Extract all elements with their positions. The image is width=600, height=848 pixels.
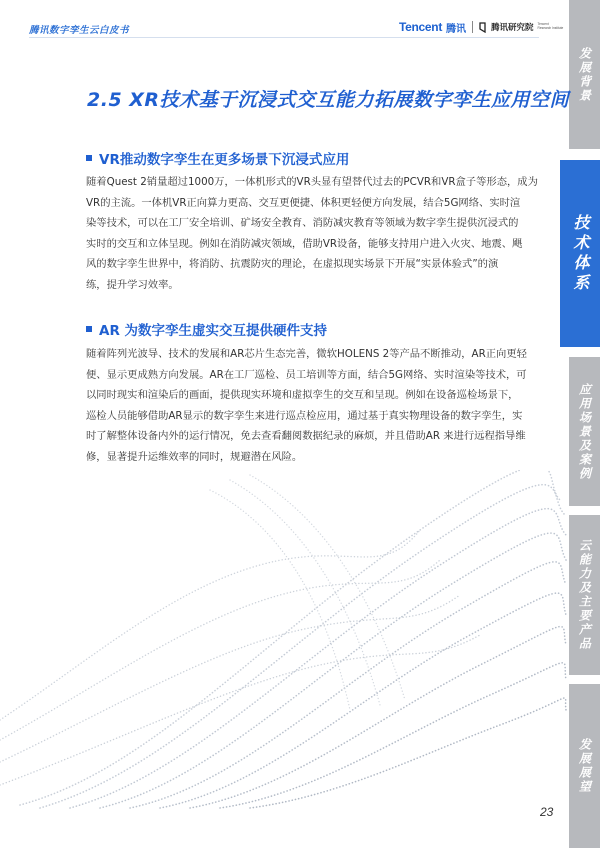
- paragraph-line: 巡检人员能够借助AR显示的数字孪生来进行巡点检应用，通过基于真实物理设备的数字孪生，实: [86, 409, 523, 422]
- chapter-sidebar: [569, 0, 600, 848]
- paragraph-line: VR的主流。一体机VR正向算力更高、交互更便捷、体积更轻便方向发展，结合5G网络、实时渲: [86, 196, 521, 209]
- paragraph-line: 练，提升学习效率。: [86, 278, 179, 291]
- dotted-wave-decoration: [0, 470, 569, 810]
- paragraph-line: 实时的交互和立体呈现。例如在消防减灾领域，借助VR设备，能够支持用户进入火灾、地震、飓: [86, 237, 523, 250]
- paragraph-ar: [86, 344, 526, 468]
- logo-institute: 腾讯研究院: [491, 23, 534, 33]
- tab-application-cases[interactable]: 应用场景及案例: [569, 357, 600, 506]
- paragraph-line: 时了解整体设备内外的运行情况，免去查看翻阅数据纪录的麻烦，并且借助AR 来进行远程指导维: [86, 430, 526, 443]
- page-number: 23: [540, 805, 554, 819]
- paragraph-line: 风的数字孪生世界中，将消防、抗震防灾的理论，在虚拟现实场景下开展“实景体验式”的演: [86, 258, 499, 271]
- bullet-square-icon: [86, 326, 92, 332]
- paragraph-line: 随着阵列光波导、技术的发展和AR芯片生态完善，微软HOLENS 2等产品不断推动，AR正向更轻: [86, 348, 527, 360]
- logo-brand-cn: 腾讯: [446, 23, 467, 35]
- logo-brand: Tencent: [399, 20, 443, 34]
- paragraph-line: 修，显著提升运维效率的同时，规避潜在风险。: [86, 450, 303, 463]
- tab-cloud-products[interactable]: 云能力及主要产品: [569, 515, 600, 675]
- section-title: 2.5 XR技术基于沉浸式交互能力拓展数字孪生应用空间: [87, 89, 570, 111]
- institute-emblem-icon: [479, 22, 487, 33]
- paragraph-line: 染等技术，可以在工厂安全培训、矿场安全教育、消防减灾教育等领域为数字孪生提供沉浸式的: [86, 217, 519, 230]
- tab-development-background[interactable]: 发展背景: [569, 0, 600, 149]
- header-divider: [29, 37, 539, 38]
- tencent-research-logo: [399, 18, 563, 36]
- bullet-square-icon: [86, 155, 92, 161]
- paragraph-line: 以同时现实和渲染后的画面，提供现实环境和虚拟孪生的交互和呈现。例如在设备巡检场景下，: [86, 389, 519, 402]
- tab-technical-system[interactable]: 技术体系: [560, 160, 600, 347]
- paragraph-vr: [86, 172, 538, 296]
- subsection-heading-vr: VR推动数字孪生在更多场景下沉浸式应用: [86, 148, 349, 168]
- logo-divider: [472, 21, 473, 33]
- logo-institute-en: Tencent Research Institute: [537, 22, 564, 30]
- header-title: 腾讯数字孪生云白皮书: [29, 25, 130, 36]
- paragraph-line: 随着Quest 2销量超过1000万，一体机形式的VR头显有望替代过去的PCVR和VR盒子等形态，成为: [86, 176, 538, 188]
- subsection-heading-ar: AR 为数字孪生虚实交互提供硬件支持: [86, 319, 327, 339]
- tab-outlook[interactable]: 发展展望: [569, 684, 600, 848]
- paragraph-line: 便、显示更成熟方向发展。AR在工厂巡检、员工培训等方面，结合5G网络、实时渲染等技术，可: [86, 368, 527, 381]
